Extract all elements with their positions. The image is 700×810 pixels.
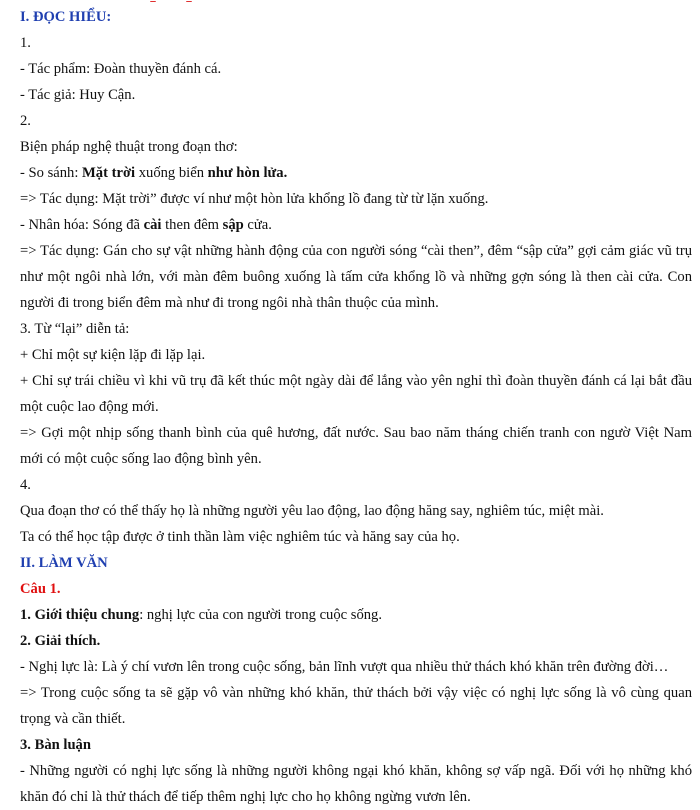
text-span: I. ĐỌC HIỂU: [20, 9, 112, 25]
text-span: => Tác dụng: Gán cho sự vật những hành động của con người sóng “cài then”, đêm “sập cửa” gợi cảm giác vũ trụ như một ngôi nhà lớn, với màn đêm buông xuống là tấm cửa khổng lồ và những gợn sóng là then cài cửa. Con người đi trong biển đêm mà như đi trong ngôi nhà thân thuộc của mình. [20, 243, 692, 311]
text-span: + Chỉ một sự kiện lặp đi lặp lại. [20, 347, 206, 363]
bold-text: như hòn lửa. [207, 165, 288, 181]
text-line [20, 342, 692, 368]
text-span: => Tác dụng: Mặt trời” được ví như một hòn lửa khổng lồ đang từ từ lặn xuống. [20, 191, 489, 207]
text-span: 4. [20, 477, 31, 493]
section-heading [20, 550, 692, 576]
text-line [20, 82, 692, 108]
text-line [20, 732, 692, 758]
text-span: + Chỉ sự trái chiều vì khi vũ trụ đã kết thúc một ngày dài để lắng vào yên nghỉ thì đoàn thuyền đánh cá lại bắt đầu một cuộc lao động mới. [20, 373, 692, 415]
text-line [20, 498, 692, 524]
text-line [20, 56, 692, 82]
text-span: : nghị lực của con người trong cuộc sống. [139, 607, 382, 623]
text-span: Ta có thể học tập được ở tinh thần làm việc nghiêm túc và hăng say của họ. [20, 529, 460, 545]
text-paragraph [20, 238, 692, 316]
bold-text: sập [222, 217, 244, 233]
text-span: - Tác phẩm: Đoàn thuyền đánh cá. [20, 61, 222, 77]
bold-text: 3. Bàn luận [20, 737, 91, 753]
text-line [20, 134, 692, 160]
text-line [20, 186, 692, 212]
text-span: - Những người có nghị lực sống là những người không ngại khó khăn, không sợ vấp ngã. Đối với họ những khó khăn đó chỉ là thử thách để tiếp thêm nghị lực cho họ không ngừng vươn lên. [20, 763, 692, 805]
text-span: - Nghị lực là: Là ý chí vươn lên trong cuộc sống, bản lĩnh vượt qua nhiều thử thách khó khăn trên đường đời… [20, 659, 669, 675]
text-paragraph [20, 680, 692, 732]
text-line [20, 316, 692, 342]
text-span: - So sánh: [20, 165, 83, 181]
cropped-heading-fragment [150, 0, 270, 2]
text-line [20, 654, 692, 680]
text-line [20, 212, 692, 238]
text-span: Biện pháp nghệ thuật trong đoạn thơ: [20, 139, 238, 155]
text-line [20, 108, 692, 134]
section-heading [20, 4, 692, 30]
text-span: 3. Từ “lại” diễn tả: [20, 321, 130, 337]
text-line [20, 524, 692, 550]
bold-text: 1. Giới thiệu chung [20, 607, 140, 623]
text-span: 1. [20, 35, 31, 51]
document-body [20, 4, 692, 810]
bold-text: cài [143, 217, 162, 233]
text-line [20, 160, 692, 186]
text-span: xuống biển [135, 165, 208, 181]
text-span: - Tác giả: Huy Cận. [20, 87, 136, 103]
text-span: then đêm [161, 217, 223, 233]
text-span: cửa. [243, 217, 272, 233]
text-paragraph [20, 368, 692, 420]
text-line [20, 30, 692, 56]
text-line [20, 472, 692, 498]
question-heading [20, 576, 692, 602]
bold-text: 2. Giải thích. [20, 633, 101, 649]
text-span: => Gợi một nhịp sống thanh bình của quê hương, đất nước. Sau bao năm tháng chiến tranh con ngườ Việt Nam mới có một cuộc sống lao động bình yên. [20, 425, 692, 467]
text-span: 2. [20, 113, 31, 129]
text-paragraph [20, 758, 692, 810]
text-span: Qua đoạn thơ có thể thấy họ là những người yêu lao động, lao động hăng say, nghiêm túc, miệt mài. [20, 503, 604, 519]
text-span: => Trong cuộc sống ta sẽ gặp vô vàn những khó khăn, thử thách bởi vậy việc có nghị lực sống là vô cùng quan trọng và cần thiết. [20, 685, 692, 727]
text-span: II. LÀM VĂN [20, 555, 108, 571]
text-span: Câu 1. [20, 581, 61, 597]
text-paragraph [20, 420, 692, 472]
bold-text: Mặt trời [82, 165, 136, 181]
text-span: - Nhân hóa: Sóng đã [20, 217, 144, 233]
text-line [20, 602, 692, 628]
text-line [20, 628, 692, 654]
